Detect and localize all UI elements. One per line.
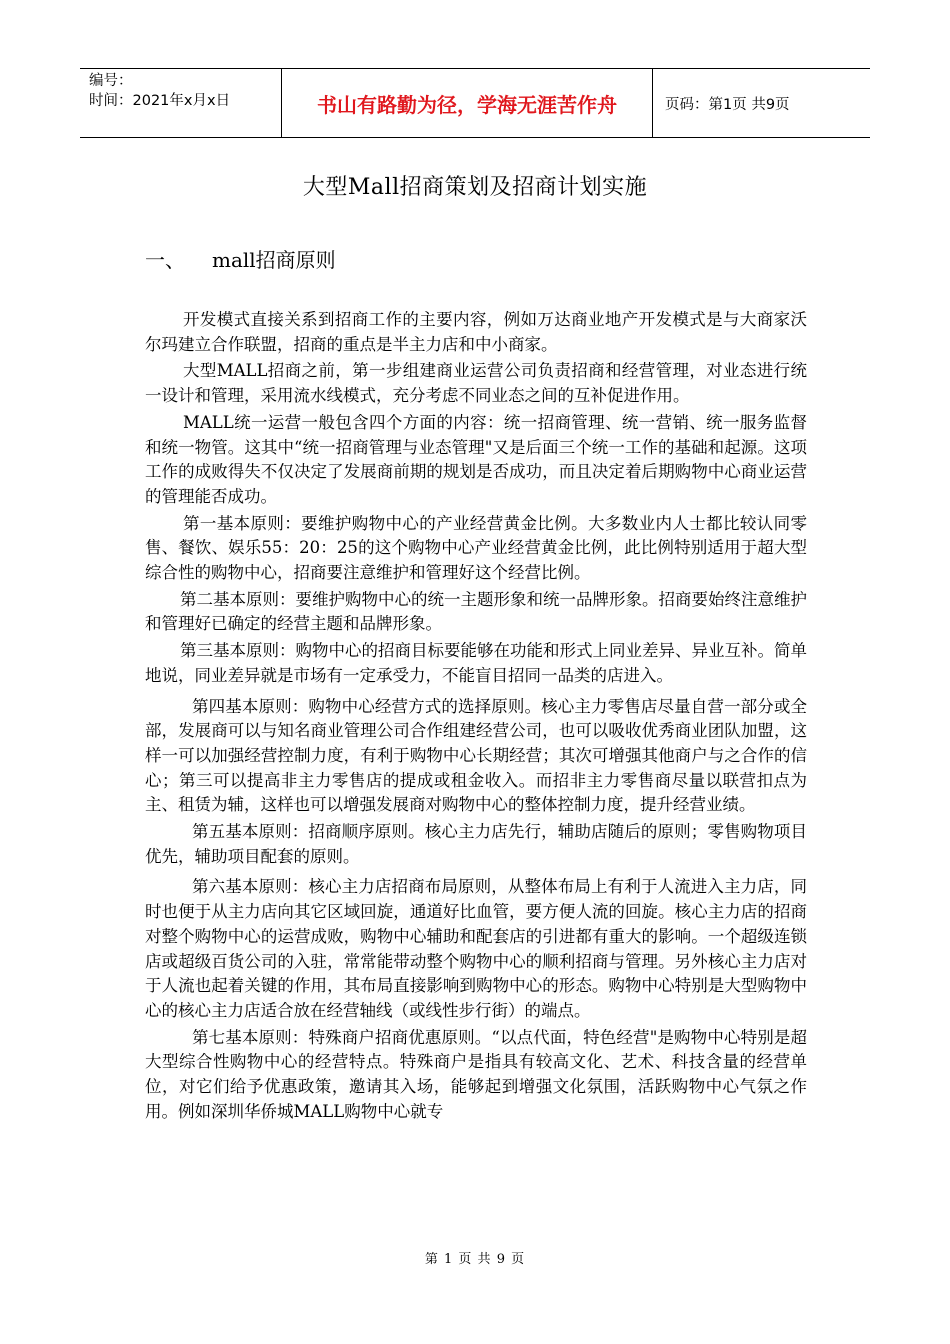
date-label: 时间：2021年x月x日: [89, 93, 231, 109]
paragraph: 大型MALL招商之前，第一步组建商业运营公司负责招商和经营管理，对业态进行统一设计和管理，采用流水线模式，充分考虑不同业态之间的互补促进作用。: [145, 361, 807, 406]
paragraph: 第五基本原则：招商顺序原则。核心主力店先行，辅助店随后的原则；零售购物项目优先，辅助项目配套的原则。: [145, 822, 807, 866]
motto: 书山有路勤为径，学海无涯苦作舟: [281, 69, 653, 137]
header-meta: [80, 69, 281, 137]
section-title: mall招商原则: [212, 248, 336, 272]
paragraph: 开发模式直接关系到招商工作的主要内容，例如万达商业地产开发模式是与大商家沃尔玛建立合作联盟，招商的重点是半主力店和中小商家。: [145, 310, 807, 354]
paragraph: MALL统一运营一般包含四个方面的内容：统一招商管理、统一营销、统一服务监督和统一物管。这其中“统一招商管理与业态管理"又是后面三个统一工作的基础和起源。这项工作的成败得失不仅决定了发展商前期的规划是否成功，而且决定着后期购物中心商业运营的管理能否成功。: [145, 412, 807, 506]
number-label: 编号：: [89, 73, 133, 89]
body-content: [145, 308, 807, 1127]
paragraph: 第六基本原则：核心主力店招商布局原则，从整体布局上有利于人流进入主力店，同时也便于从主力店向其它区域回旋，通道好比血管，要方便人流的回旋。核心主力店的招商对整个购物中心的运营成败，购物中心辅助和配套店的引进都有重大的影响。一个超级连锁店或超级百货公司的入驻，常常能带动整个购物中心的顺利招商与管理。另外核心主力店对于人流也起着关键的作用，其布局直接影响到购物中心的形态。购物中心特别是大型购物中心的核心主力店适合放在经营轴线（或线性步行街）的端点。: [145, 877, 807, 1020]
paragraph: 第一基本原则：要维护购物中心的产业经营黄金比例。大多数业内人士都比较认同零售、餐饮、娱乐55：20：25的这个购物中心产业经营黄金比例，此比例特别适用于超大型综合性的购物中心，招商要注意维护和管理好这个经营比例。: [145, 513, 807, 583]
paragraph: 第三基本原则：购物中心的招商目标要能够在功能和形式上同业差异、异业互补。简单地说，同业差异就是市场有一定承受力，不能盲目招同一品类的店进入。: [145, 641, 807, 685]
paragraph: 第四基本原则：购物中心经营方式的选择原则。核心主力零售店尽量自营一部分或全部，发展商可以与知名商业管理公司合作组建经营公司，也可以吸收优秀商业团队加盟，这样一可以加强经营控制力度，有利于购物中心长期经营；其次可增强其他商户与之合作的信心；第三可以提高非主力零售店的提成或租金收入。而招非主力零售商尽量以联营扣点为主、租赁为辅，这样也可以增强发展商对购物中心的整体控制力度，提升经营业绩。: [145, 696, 807, 815]
document-title: 大型Mall招商策划及招商计划实施: [302, 175, 648, 200]
page-footer: 第 1 页 共 9 页: [424, 1252, 526, 1267]
page-info: 页码：第1页 共9页: [665, 96, 790, 113]
section-number: 一、: [145, 248, 185, 272]
paragraph: 第七基本原则：特殊商户招商优惠原则。“以点代面，特色经营"是购物中心特别是超大型综合性购物中心的经营特点。特殊商户是指具有较高文化、艺术、科技含量的经营单位，对它们给予优惠政策，邀请其入场，能够起到增强文化氛围，活跃购物中心气氛之作用。例如深圳华侨城MALL购物中心就专: [145, 1027, 807, 1121]
paragraph: 第二基本原则：要维护购物中心的统一主题形象和统一品牌形象。招商要始终注意维护和管理好已确定的经营主题和品牌形象。: [145, 589, 807, 634]
section-heading: [145, 244, 336, 273]
header-table: [80, 68, 870, 138]
